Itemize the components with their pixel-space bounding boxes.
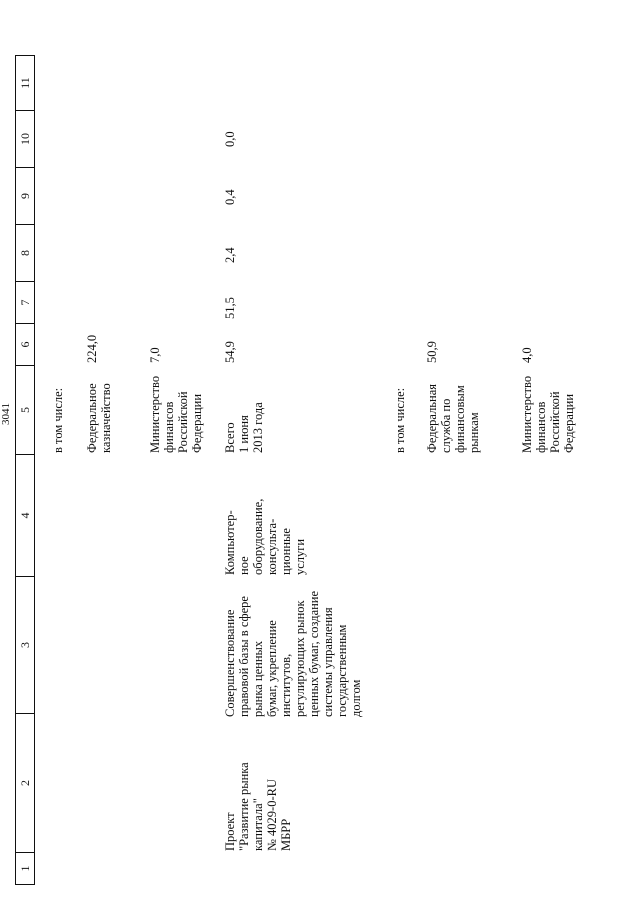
row-value-col6: 7,0 (148, 347, 162, 363)
row-label: Федеральная служба по финансовым рынкам (425, 383, 481, 453)
column-number-8: 8 (15, 224, 35, 282)
component-line: бумаг, укрепление (265, 620, 279, 717)
row-value-col6: 224,0 (85, 334, 99, 363)
row-value-col9: 0,4 (223, 189, 237, 205)
expense-type-line: консульта- (265, 518, 279, 575)
component-line: институтов, (279, 653, 293, 717)
row-label: в том числе: (393, 387, 407, 453)
row-label: в том числе: (51, 387, 65, 453)
column-number-2: 2 (15, 713, 35, 853)
project-name-line: МБРР (279, 818, 293, 851)
column-number-3: 3 (15, 576, 35, 714)
column-number-10: 10 (15, 110, 35, 168)
component-line: системы управления (321, 607, 335, 717)
column-number-7: 7 (15, 281, 35, 324)
component-description (223, 591, 363, 717)
row-label: Министерство финансов Российской Федерации (148, 375, 204, 453)
column-number-5: 5 (15, 365, 35, 455)
component-line: долгом (349, 679, 363, 717)
project-name-line: "Развитие рынка (237, 762, 251, 851)
row-value-col8: 2,4 (223, 247, 237, 263)
project-name-line: № 4029-0-RU (265, 779, 279, 851)
expense-type-line: ционные (279, 528, 293, 575)
project-name-line: капитала" (251, 798, 265, 851)
component-line: Совершенствование (223, 609, 237, 717)
page-number: 3041 (0, 403, 12, 425)
component-line: правовой базы в сфере (237, 596, 251, 717)
row-label: Федеральное казначейство (85, 383, 113, 453)
row-value-col6: 4,0 (520, 347, 534, 363)
row-label: Всего 1 июня 2013 года (223, 402, 265, 453)
expense-type-line: услуги (293, 538, 307, 575)
component-line: ценных бумаг, создание (307, 590, 321, 717)
project-name-line: Проект (223, 812, 237, 851)
column-number-6: 6 (15, 323, 35, 366)
expense-type-line: Компьютер- (223, 510, 237, 575)
row-value-col6: 50,9 (425, 341, 439, 363)
column-number-1: 1 (15, 852, 35, 885)
expense-type-line: ное (237, 556, 251, 575)
column-number-11: 11 (15, 55, 35, 111)
row-value-col7: 51,5 (223, 297, 237, 319)
component-line: регулирующих рынок (293, 600, 307, 717)
component-line: рынка ценных (251, 640, 265, 717)
component-line: государственным (335, 624, 349, 717)
expense-type-line: оборудование, (251, 498, 265, 575)
expense-type (223, 499, 307, 575)
column-number-9: 9 (15, 167, 35, 225)
column-number-4: 4 (15, 454, 35, 577)
row-value-col6: 54,9 (223, 341, 237, 363)
row-label: Министерство финансов Российской Федерации (520, 375, 576, 453)
row-value-col10: 0,0 (223, 131, 237, 147)
project-name (223, 762, 293, 851)
rotated-table (0, 15, 625, 885)
